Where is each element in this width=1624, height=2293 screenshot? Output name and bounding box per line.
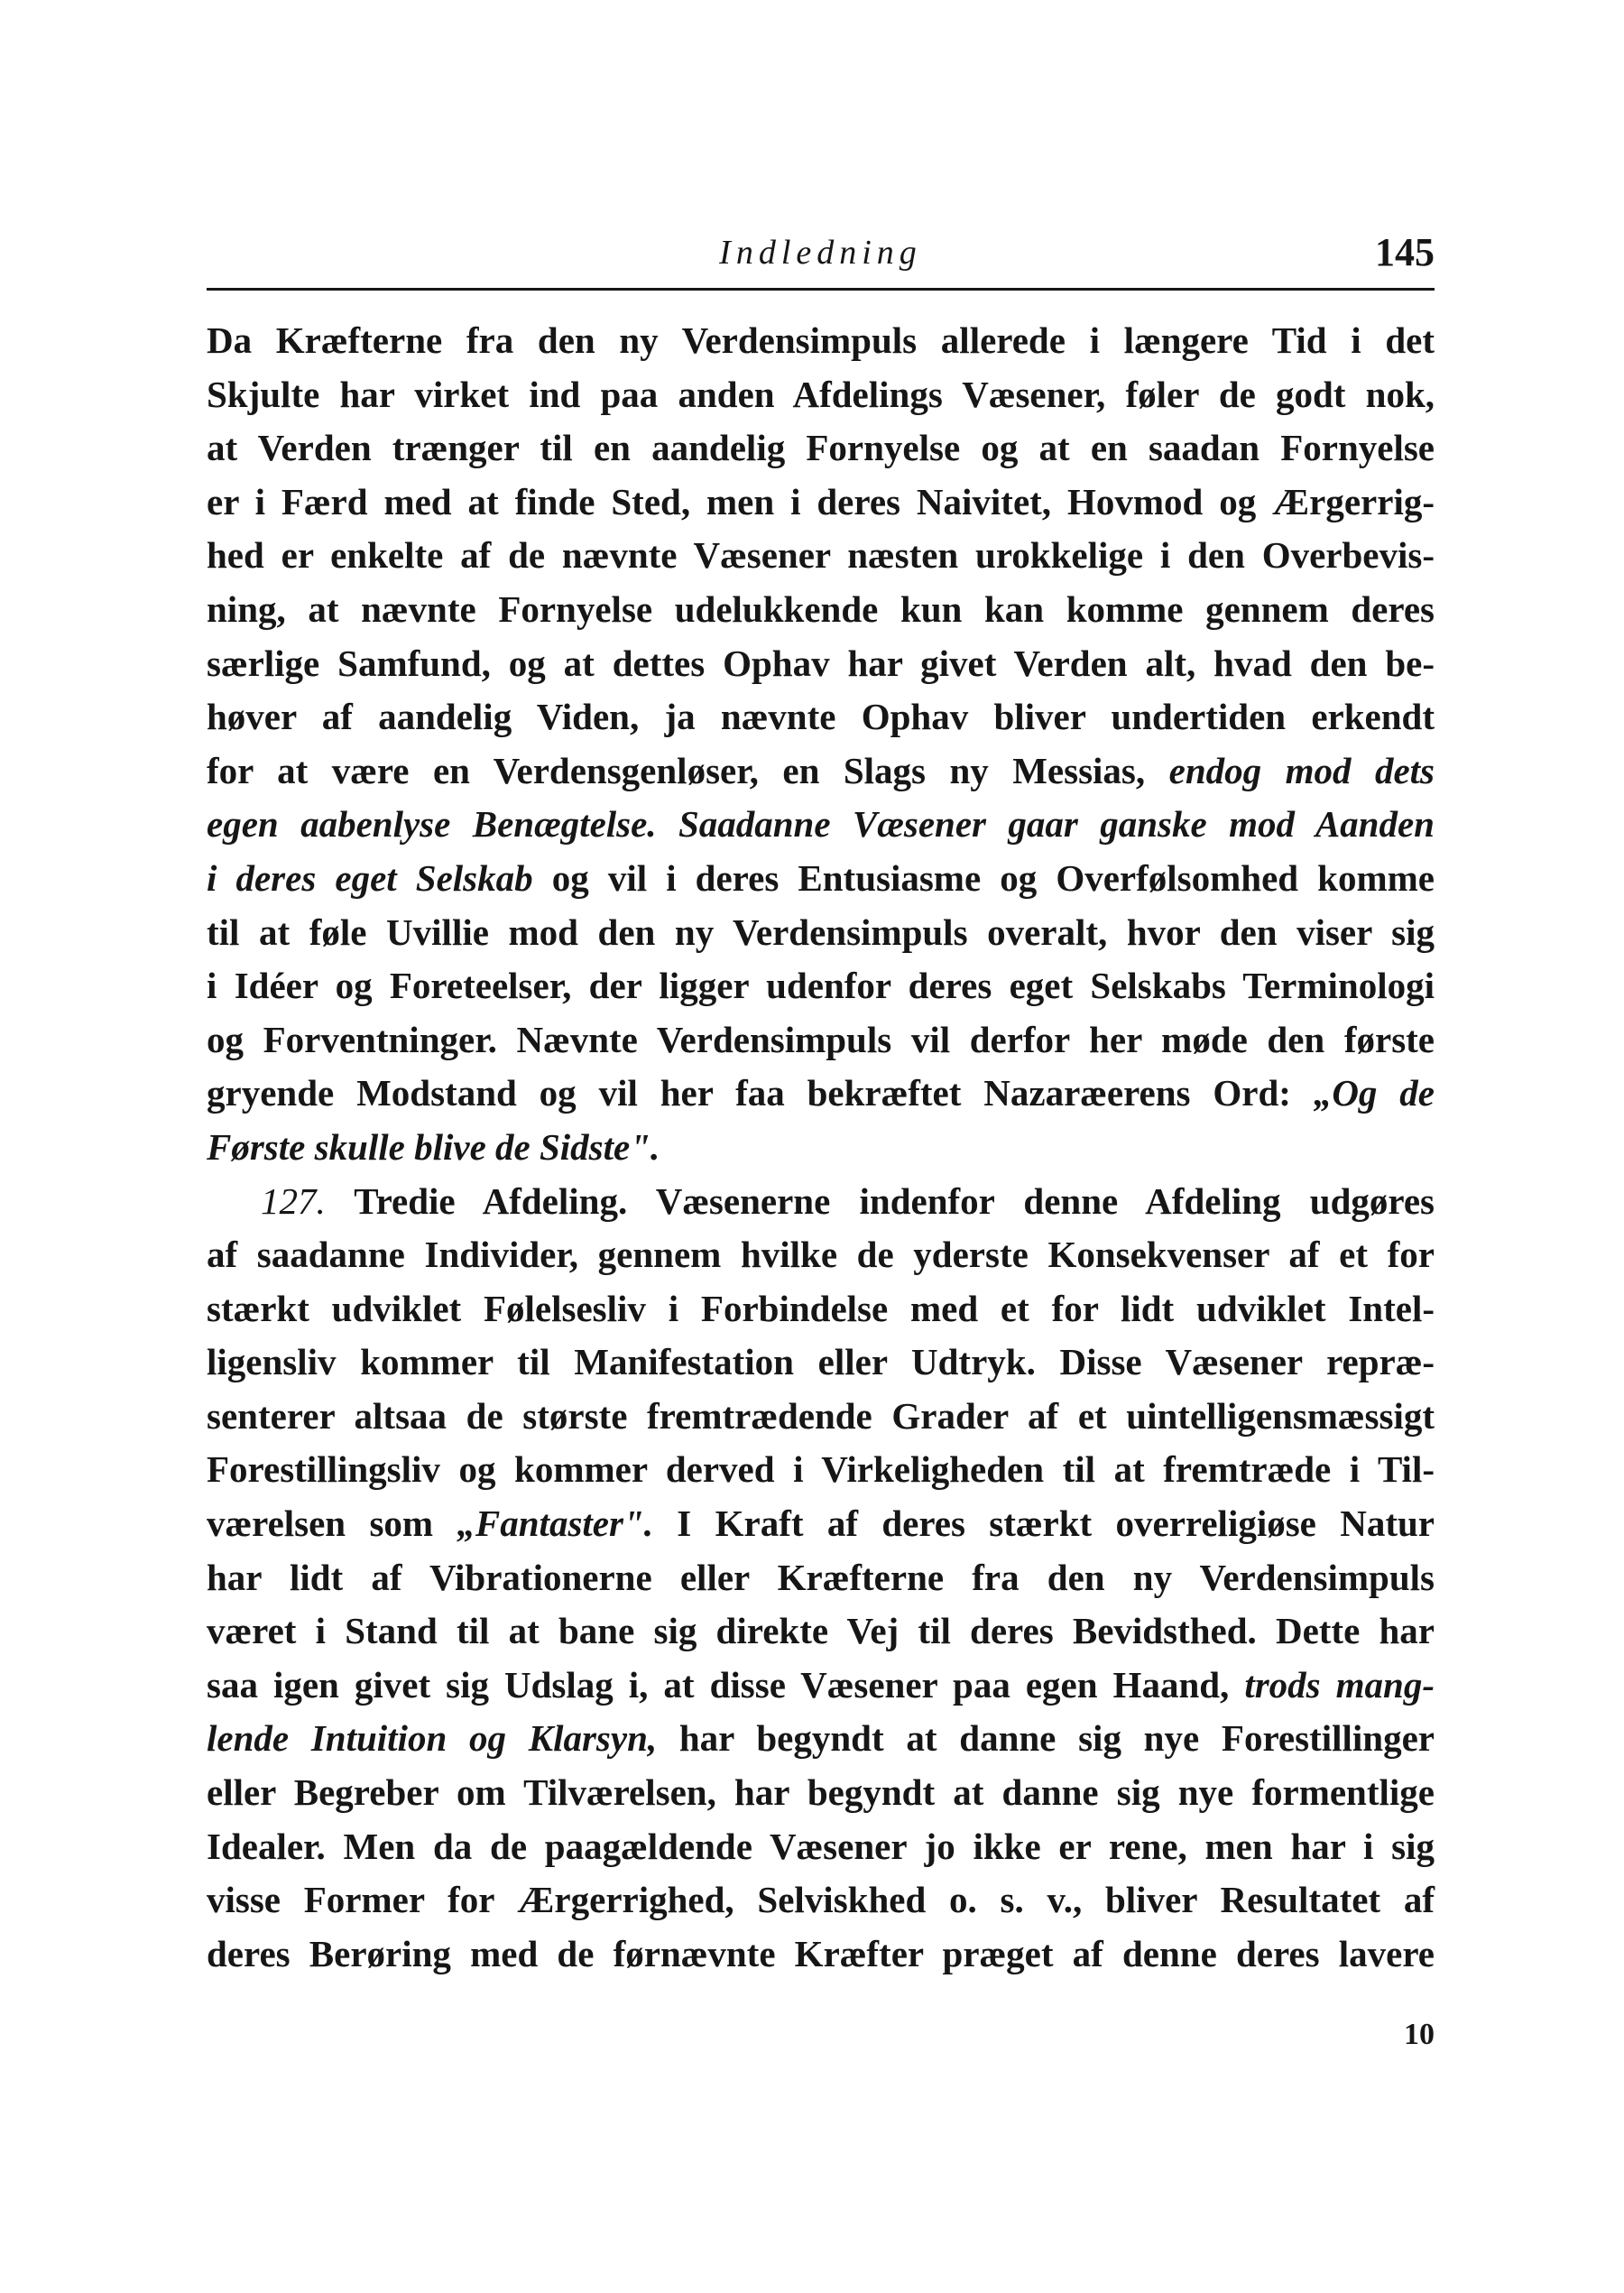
body-text bbox=[207, 314, 1435, 1981]
text-line: Forestillingsliv og kommer derved i Virkeligheden til at fremtræde i Til- bbox=[207, 1448, 1435, 1491]
text-line: gryende Modstand og vil her faa bekræftet Nazaræerens Ord: „Og de bbox=[207, 1072, 1435, 1114]
text-line: at Verden trænger til en aandelig Fornyelse og at en saadan Fornyelse bbox=[207, 427, 1435, 469]
page-number: 145 bbox=[1375, 230, 1435, 274]
header-rule bbox=[207, 288, 1435, 291]
text-line: Første skulle blive de Sidste". bbox=[207, 1125, 660, 1168]
text-line: Da Kræfterne fra den ny Verdensimpuls allerede i længere Tid i det bbox=[207, 319, 1435, 361]
text-line: egen aabenlyse Benægtelse. Saadanne Væsener gaar ganske mod Aanden bbox=[207, 803, 1435, 846]
section-heading-line: 127. Tredie Afdeling. Væsenerne indenfor denne Afdeling udgøres bbox=[261, 1179, 1435, 1222]
signature-mark: 10 bbox=[1404, 2018, 1435, 2051]
text-line: høver af aandelig Viden, ja nævnte Ophav bliver undertiden erkendt bbox=[207, 696, 1435, 738]
text-line: Idealer. Men da de paagældende Væsener jo ikke er rene, men har i sig bbox=[207, 1825, 1435, 1867]
running-title: Indledning bbox=[719, 234, 922, 272]
text-line: deres Berøring med de førnævnte Kræfter præget af denne deres lavere bbox=[207, 1932, 1435, 1974]
text-line: hed er enkelte af de nævnte Væsener næsten urokkelige i den Overbevis- bbox=[207, 534, 1435, 577]
text-line: særlige Samfund, og at dettes Ophav har givet Verden alt, hvad den be- bbox=[207, 642, 1435, 684]
text-line: saa igen givet sig Udslag i, at disse Væsener paa egen Haand, trods mang- bbox=[207, 1663, 1435, 1706]
section-number: 127. bbox=[261, 1179, 326, 1222]
text-line: er i Færd med at finde Sted, men i deres Naivitet, Hovmod og Ærgerrig- bbox=[207, 480, 1435, 522]
text-line: har lidt af Vibrationerne eller Kræfterne fra den ny Verdensimpuls bbox=[207, 1556, 1435, 1598]
text-line: til at føle Uvillie mod den ny Verdensimpuls overalt, hvor den viser sig bbox=[207, 911, 1435, 953]
text-line: i Idéer og Foreteelser, der ligger udenfor deres eget Selskabs Terminologi bbox=[207, 965, 1435, 1007]
text-line: ning, at nævnte Fornyelse udelukkende kun kan komme gennem deres bbox=[207, 587, 1435, 630]
text-line: ligensliv kommer til Manifestation eller Udtryk. Disse Væsener repræ- bbox=[207, 1341, 1435, 1383]
text-line: og Forventninger. Nævnte Verdensimpuls vil derfor her møde den første bbox=[207, 1018, 1435, 1060]
text-line: stærkt udviklet Følelsesliv i Forbindelse med et for lidt udviklet Intel- bbox=[207, 1287, 1435, 1329]
text-line: af saadanne Individer, gennem hvilke de yderste Konsekvenser af et for bbox=[207, 1234, 1435, 1276]
text-line: Skjulte har virket ind paa anden Afdelings Væsener, føler de godt nok, bbox=[207, 373, 1435, 415]
text-line: eller Begreber om Tilværelsen, har begyndt at danne sig nye formentlige bbox=[207, 1771, 1435, 1814]
text-line: været i Stand til at bane sig direkte Vej til deres Bevidsthed. Dette har bbox=[207, 1610, 1435, 1652]
page-header bbox=[207, 224, 1435, 287]
text-line: visse Former for Ærgerrighed, Selviskhed o. s. v., bliver Resultatet af bbox=[207, 1879, 1435, 1921]
text-line: lende Intuition og Klarsyn, har begyndt at danne sig nye Forestillinger bbox=[207, 1717, 1435, 1760]
text-line: senterer altsaa de største fremtrædende Grader af et uintelligensmæssigt bbox=[207, 1394, 1435, 1437]
text-line: værelsen som „Fantaster". I Kraft af deres stærkt overreligiøse Natur bbox=[207, 1502, 1435, 1545]
text-line: i deres eget Selskab og vil i deres Entusiasme og Overfølsomhed komme bbox=[207, 856, 1435, 899]
text-line: for at være en Verdensgenløser, en Slags ny Messias, endog mod dets bbox=[207, 749, 1435, 791]
